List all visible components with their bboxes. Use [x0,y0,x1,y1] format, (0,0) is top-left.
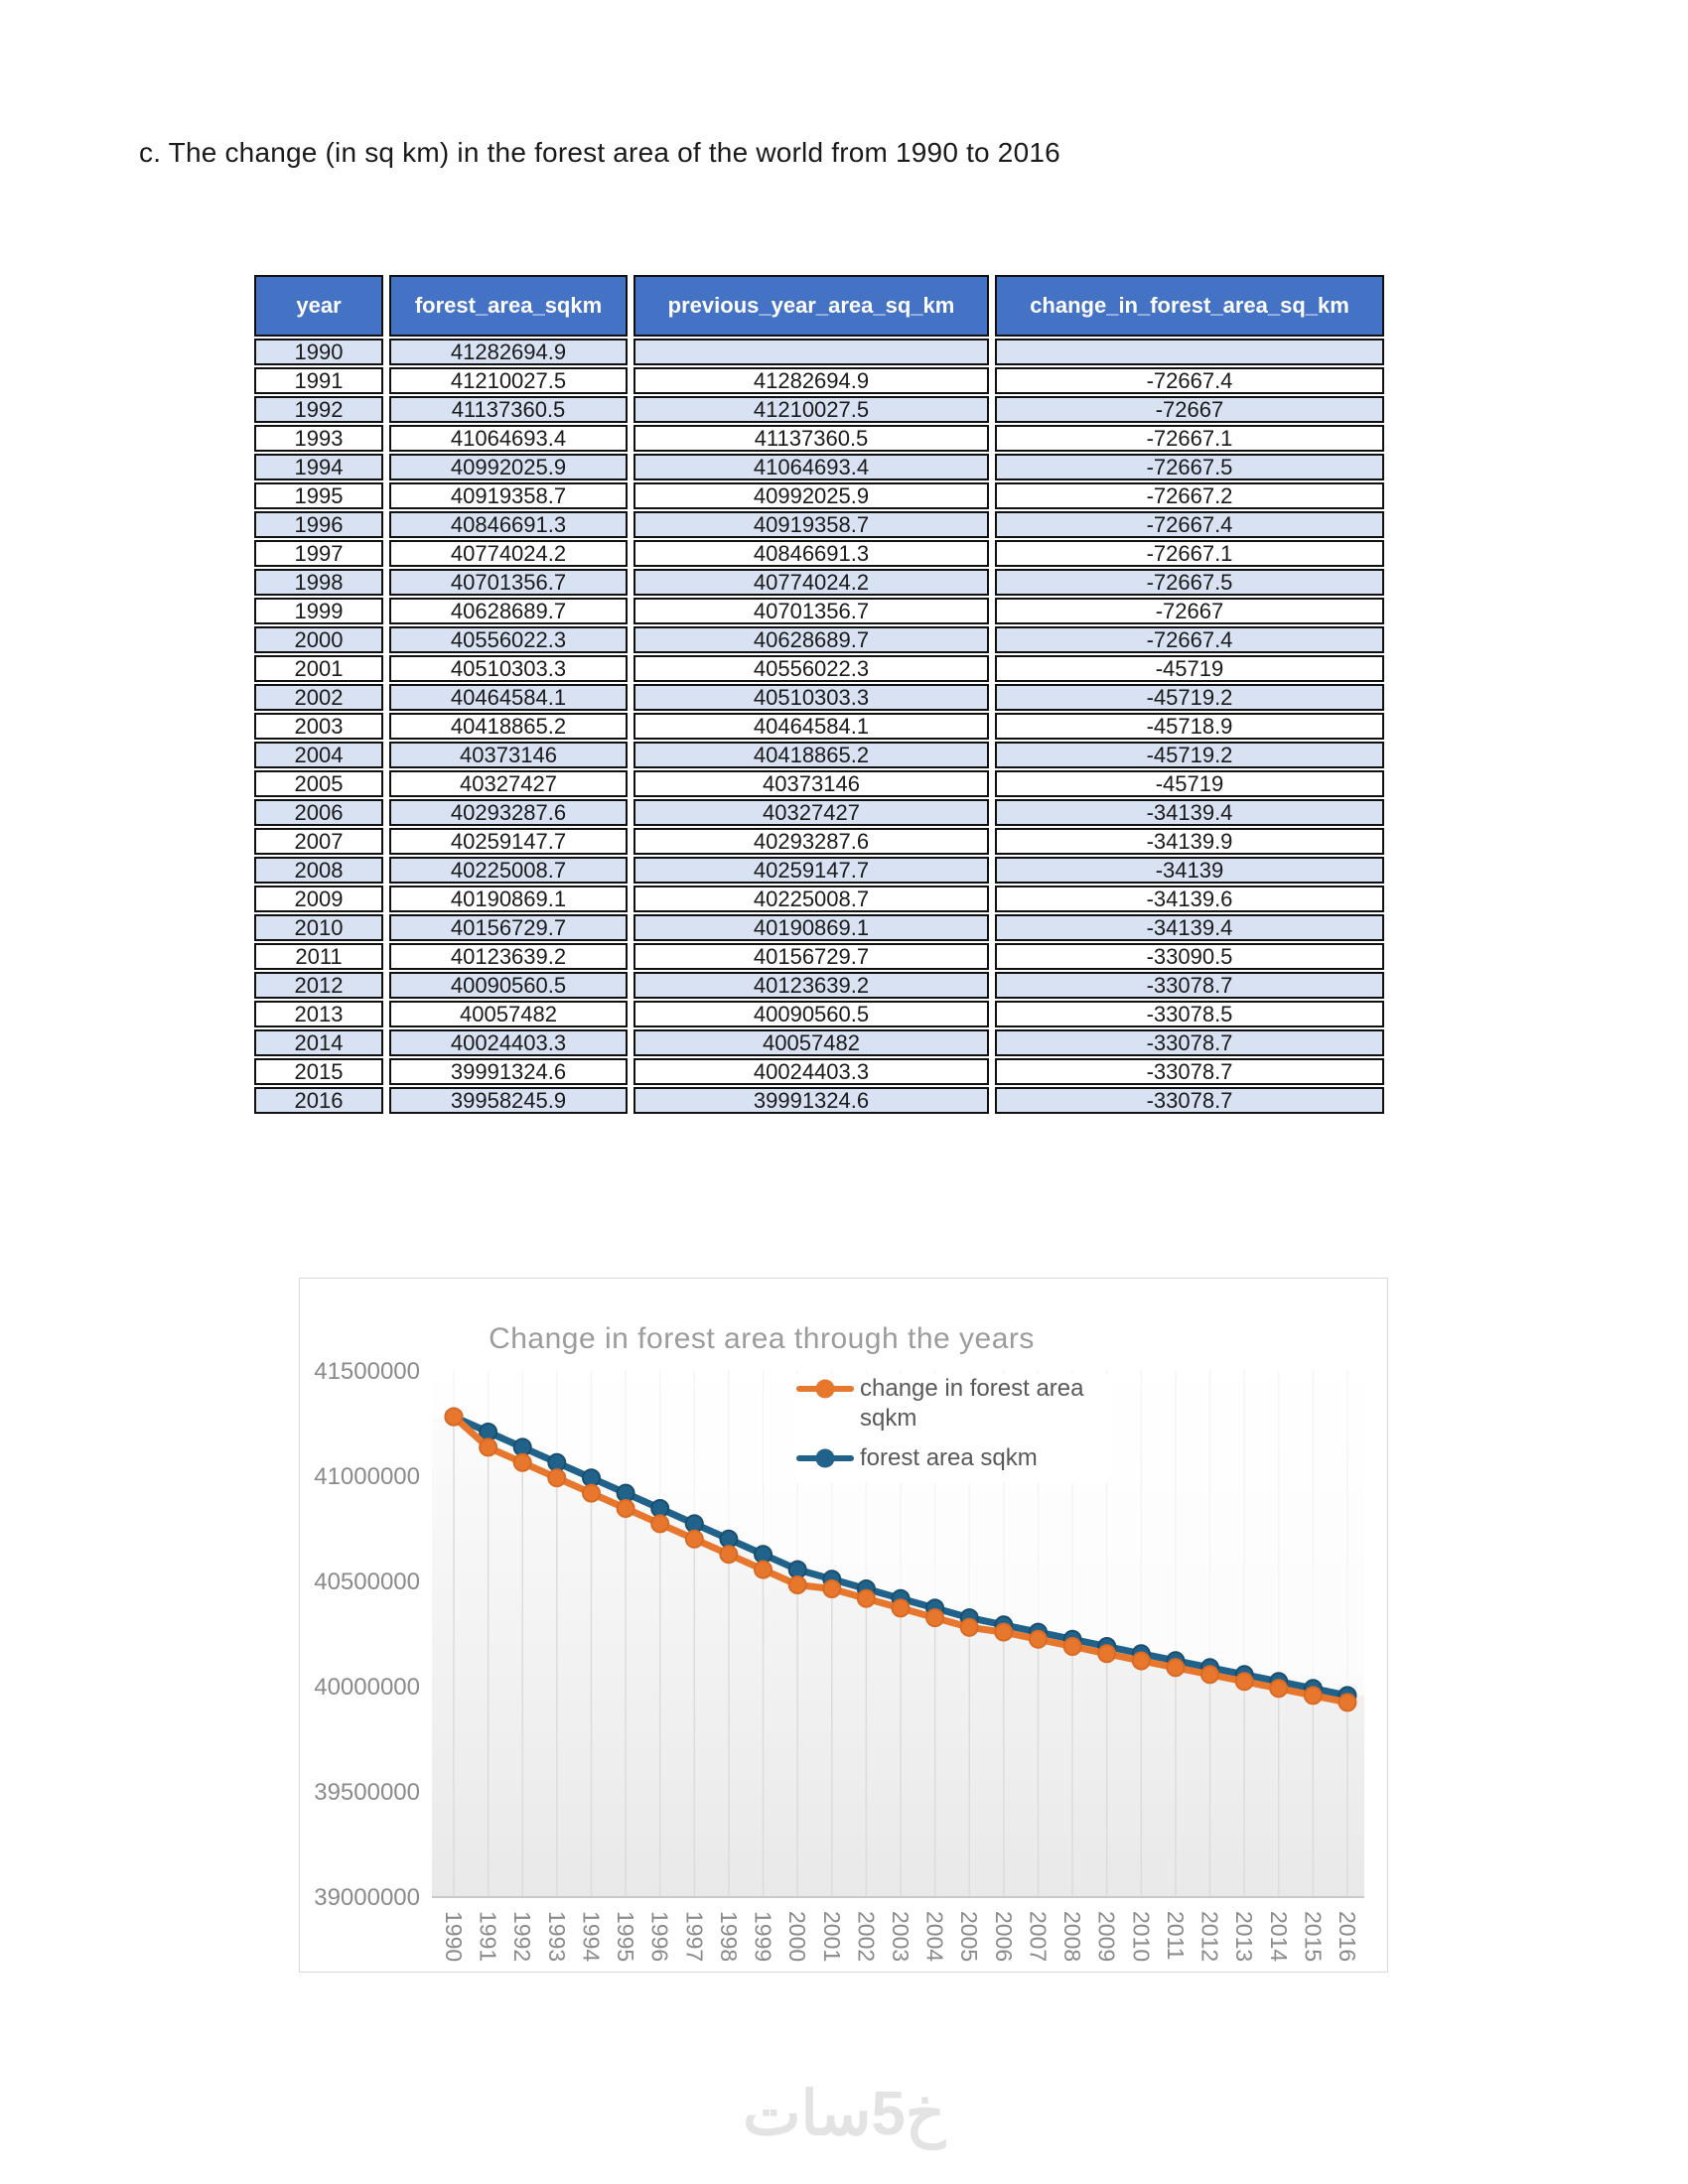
x-tick-label: 1998 [715,1911,742,1963]
x-tick-label: 2006 [990,1911,1017,1963]
table-cell: 40123639.2 [389,943,628,970]
data-point-marker [651,1515,668,1532]
table-cell: -72667.4 [995,367,1384,394]
table-cell: -45719.2 [995,684,1384,711]
table-cell: -72667.5 [995,454,1384,480]
column-header-year: year [254,275,383,337]
x-tick-label: 1993 [543,1911,570,1963]
x-tick-label: 2004 [921,1911,948,1963]
x-tick-label: 2012 [1196,1911,1223,1963]
table-row [254,799,1384,826]
data-point-marker [548,1469,565,1486]
table-row [254,943,1384,970]
table-cell: 40774024.2 [389,540,628,567]
table-cell: 39991324.6 [633,1087,989,1114]
table-cell: 40024403.3 [633,1058,989,1085]
table-cell: 40225008.7 [633,886,989,912]
table-cell: 40464584.1 [633,713,989,740]
x-tick-label: 2005 [956,1911,983,1963]
data-point-marker [1270,1680,1287,1697]
table-cell: 2002 [254,684,383,711]
table-cell [633,339,989,365]
x-tick-label: 2007 [1025,1911,1052,1963]
table-cell: 40510303.3 [633,684,989,711]
y-tick-label: 39500000 [314,1779,420,1806]
chart-title: Change in forest area through the years [489,1322,1035,1355]
table-cell: 39958245.9 [389,1087,628,1114]
table-row [254,972,1384,999]
table-cell: 41137360.5 [633,425,989,452]
data-point-marker [480,1438,496,1455]
column-header-previous-year-area: previous_year_area_sq_km [633,275,989,337]
blue-line-marker-icon [796,1455,854,1461]
data-point-marker [926,1609,943,1626]
table-row [254,828,1384,855]
table-cell: 40373146 [633,770,989,797]
data-point-marker [1030,1631,1047,1648]
x-tick-label: 1990 [441,1911,467,1963]
table-cell: 40090560.5 [633,1001,989,1027]
table-cell: 1990 [254,339,383,365]
table-cell: 40090560.5 [389,972,628,999]
y-tick-label: 40000000 [314,1674,420,1701]
x-tick-label: 1999 [750,1911,776,1963]
table-cell: 40225008.7 [389,857,628,884]
table-row [254,396,1384,423]
table-cell: 40418865.2 [389,713,628,740]
table-row [254,482,1384,509]
table-cell: 2011 [254,943,383,970]
table-cell: 39991324.6 [389,1058,628,1085]
table-row [254,857,1384,884]
data-point-marker [1236,1673,1253,1690]
table-cell: 2016 [254,1087,383,1114]
column-header-forest-area: forest_area_sqkm [389,275,628,337]
legend-item-forest-area [796,1443,1114,1473]
data-point-marker [686,1531,703,1548]
forest-area-chart [299,1278,1388,1973]
table-row [254,1058,1384,1085]
data-point-marker [1064,1638,1081,1655]
table-cell: -45719 [995,655,1384,682]
x-tick-label: 1996 [646,1911,673,1963]
table-cell: 2006 [254,799,383,826]
data-point-marker [995,1624,1012,1641]
data-point-marker [893,1599,910,1616]
table-cell: -34139.9 [995,828,1384,855]
table-row [254,713,1384,740]
table-cell: 40156729.7 [633,943,989,970]
x-tick-label: 2010 [1128,1911,1155,1963]
table-row [254,511,1384,538]
data-point-marker [720,1546,737,1563]
table-cell: 40919358.7 [633,511,989,538]
khamsat-watermark: خ5سات [743,2080,945,2148]
table-cell: 1996 [254,511,383,538]
data-point-marker [446,1409,463,1426]
data-point-marker [618,1500,634,1517]
x-tick-label: 2011 [1162,1911,1189,1961]
table-cell: 41282694.9 [389,339,628,365]
data-point-marker [1098,1645,1115,1662]
table-cell: 40774024.2 [633,569,989,596]
table-cell: 1991 [254,367,383,394]
table-cell: 2005 [254,770,383,797]
table-cell [995,339,1384,365]
table-cell: 40846691.3 [389,511,628,538]
data-point-marker [858,1590,875,1607]
x-tick-label: 2015 [1300,1911,1327,1963]
x-tick-label: 2008 [1059,1911,1086,1963]
table-cell: 40919358.7 [389,482,628,509]
table-cell: 40464584.1 [389,684,628,711]
data-point-marker [583,1485,600,1502]
table-cell: 40024403.3 [389,1029,628,1056]
table-cell: 40057482 [633,1029,989,1056]
table-cell: 40701356.7 [633,598,989,624]
table-cell: 1994 [254,454,383,480]
y-tick-label: 39000000 [314,1884,420,1911]
table-cell: -33078.7 [995,1087,1384,1114]
table-row [254,1001,1384,1027]
table-row [254,367,1384,394]
table-row [254,339,1384,365]
data-table-body [254,339,1384,1114]
chart-legend [796,1374,1114,1483]
table-cell: 40327427 [633,799,989,826]
table-cell: 40190869.1 [389,886,628,912]
table-row [254,569,1384,596]
table-cell: 40156729.7 [389,914,628,941]
table-cell: 41282694.9 [633,367,989,394]
table-cell: -72667.5 [995,569,1384,596]
table-cell: 40327427 [389,770,628,797]
table-cell: 40510303.3 [389,655,628,682]
table-cell: 2007 [254,828,383,855]
legend-label: forest area sqkm [860,1444,1038,1471]
column-header-change: change_in_forest_area_sq_km [995,275,1384,337]
x-tick-label: 2016 [1335,1911,1360,1963]
legend-item-change [796,1374,1114,1433]
table-cell: -45718.9 [995,713,1384,740]
table-row [254,742,1384,768]
table-cell: -72667.1 [995,425,1384,452]
table-row [254,1087,1384,1114]
table-cell: -34139.4 [995,914,1384,941]
table-row [254,454,1384,480]
table-row [254,886,1384,912]
x-tick-label: 1995 [613,1911,639,1963]
x-tick-label: 2003 [888,1911,914,1963]
table-cell: -34139.6 [995,886,1384,912]
table-cell: 41064693.4 [389,425,628,452]
table-cell: -33078.7 [995,972,1384,999]
table-cell: 2015 [254,1058,383,1085]
data-point-marker [1167,1659,1184,1676]
table-row [254,425,1384,452]
table-cell: -72667.1 [995,540,1384,567]
x-tick-label: 2013 [1231,1911,1258,1963]
table-cell: 40992025.9 [633,482,989,509]
table-cell: 40846691.3 [633,540,989,567]
table-row [254,914,1384,941]
page-title: c. The change (in sq km) in the forest area of the world from 1990 to 2016 [139,137,1060,168]
x-tick-label: 2000 [784,1911,811,1963]
x-tick-label: 1997 [681,1911,708,1963]
x-tick-label: 1991 [475,1911,501,1963]
table-cell: -34139.4 [995,799,1384,826]
table-cell: -45719.2 [995,742,1384,768]
y-tick-label: 41000000 [314,1463,420,1490]
table-cell: -33078.5 [995,1001,1384,1027]
table-cell: 40057482 [389,1001,628,1027]
data-point-marker [1201,1666,1218,1683]
table-cell: -34139 [995,857,1384,884]
table-cell: -72667 [995,598,1384,624]
table-cell: -72667 [995,396,1384,423]
table-cell: 40556022.3 [633,655,989,682]
table-cell: 1997 [254,540,383,567]
table-cell: 40418865.2 [633,742,989,768]
table-cell: 2000 [254,626,383,653]
table-cell: 40259147.7 [389,828,628,855]
x-tick-label: 2001 [818,1911,845,1963]
data-point-marker [1305,1687,1322,1704]
table-cell: 40190869.1 [633,914,989,941]
table-cell: 40373146 [389,742,628,768]
x-tick-label: 1994 [578,1911,605,1963]
table-cell: -33078.7 [995,1058,1384,1085]
table-cell: 40628689.7 [633,626,989,653]
table-cell: 40556022.3 [389,626,628,653]
table-cell: 1992 [254,396,383,423]
table-cell: 2001 [254,655,383,682]
table-cell: 40293287.6 [633,828,989,855]
table-cell: 40701356.7 [389,569,628,596]
x-tick-label: 2014 [1265,1911,1292,1963]
x-tick-label: 1992 [509,1911,536,1963]
table-cell: 2014 [254,1029,383,1056]
table-cell: 41064693.4 [633,454,989,480]
table-row [254,598,1384,624]
table-row [254,684,1384,711]
table-cell: -72667.4 [995,626,1384,653]
table-cell: 2004 [254,742,383,768]
data-point-marker [961,1619,978,1636]
table-cell: 41137360.5 [389,396,628,423]
table-cell: 40293287.6 [389,799,628,826]
x-tick-label: 2009 [1093,1911,1120,1963]
table-cell: 40259147.7 [633,857,989,884]
data-point-marker [823,1580,840,1597]
table-cell: 1999 [254,598,383,624]
table-cell: 2012 [254,972,383,999]
table-cell: -72667.4 [995,511,1384,538]
table-cell: 41210027.5 [389,367,628,394]
table-cell: 2009 [254,886,383,912]
table-cell: -45719 [995,770,1384,797]
table-cell: -33078.7 [995,1029,1384,1056]
table-row [254,540,1384,567]
table-cell: 40992025.9 [389,454,628,480]
table-cell: 1993 [254,425,383,452]
table-cell: 1995 [254,482,383,509]
x-tick-label: 2002 [853,1911,880,1963]
data-point-marker [1133,1653,1150,1670]
table-cell: -72667.2 [995,482,1384,509]
table-row [254,770,1384,797]
table-cell: 2008 [254,857,383,884]
y-tick-label: 41500000 [314,1358,420,1385]
table-row [254,1029,1384,1056]
table-header-row [254,275,1384,337]
table-cell: -33090.5 [995,943,1384,970]
data-point-marker [1339,1694,1356,1710]
data-point-marker [755,1562,772,1578]
table-cell: 2003 [254,713,383,740]
table-cell: 2010 [254,914,383,941]
y-tick-label: 40500000 [314,1569,420,1595]
forest-area-table [248,273,1390,1116]
table-row [254,626,1384,653]
table-cell: 41210027.5 [633,396,989,423]
table-cell: 40628689.7 [389,598,628,624]
table-cell: 1998 [254,569,383,596]
orange-line-marker-icon [796,1386,854,1392]
data-point-marker [789,1576,806,1593]
table-cell: 2013 [254,1001,383,1027]
table-cell: 40123639.2 [633,972,989,999]
table-row [254,655,1384,682]
legend-label: change in forest area sqkm [860,1375,1084,1432]
data-point-marker [514,1454,531,1471]
